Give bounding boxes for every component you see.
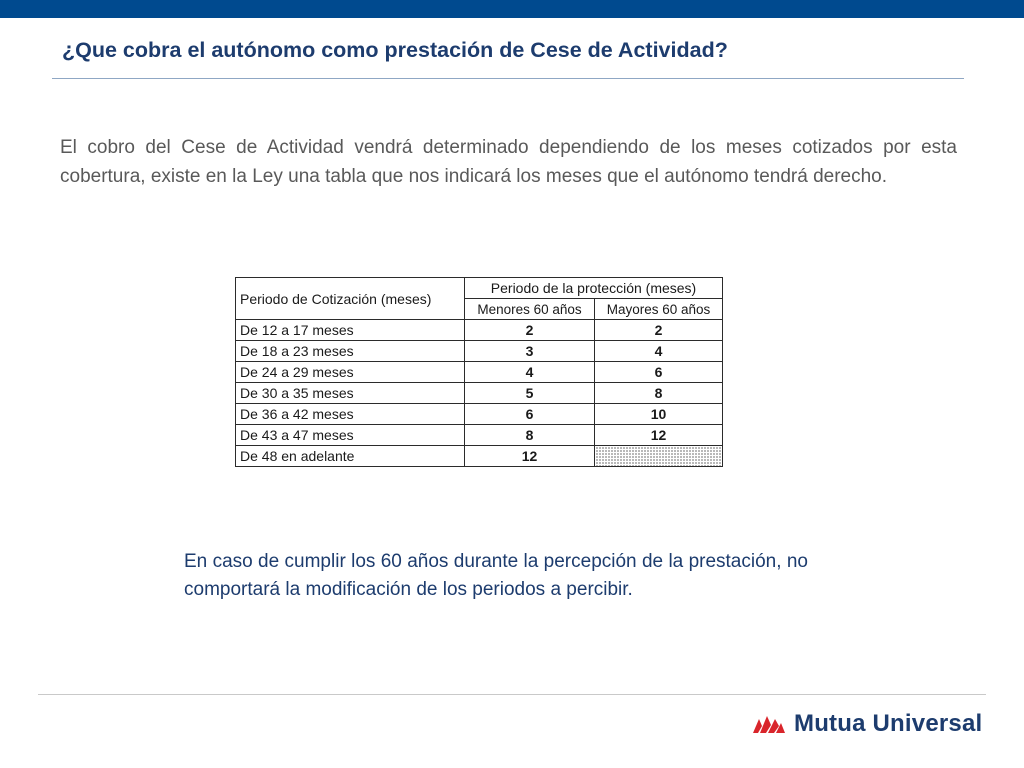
cell-menores: 6 <box>465 404 595 425</box>
cell-periodo: De 36 a 42 meses <box>236 404 465 425</box>
cell-menores: 8 <box>465 425 595 446</box>
cell-mayores: 10 <box>595 404 723 425</box>
cell-mayores: 12 <box>595 425 723 446</box>
intro-paragraph: El cobro del Cese de Actividad vendrá determinado dependiendo de los meses cotizados por esta cobertura, existe en la Ley una tabla que nos indicará los meses que el autónomo tendrá derecho. <box>60 137 957 187</box>
cell-periodo: De 24 a 29 meses <box>236 362 465 383</box>
cell-periodo: De 12 a 17 meses <box>236 320 465 341</box>
cell-mayores: 2 <box>595 320 723 341</box>
footer-divider <box>38 694 986 695</box>
cell-mayores: 8 <box>595 383 723 404</box>
cell-periodo: De 48 en adelante <box>236 446 465 467</box>
cell-periodo: De 18 a 23 meses <box>236 341 465 362</box>
header-mayores: Mayores 60 años <box>595 299 723 320</box>
table-header-row <box>236 278 723 299</box>
protection-table <box>235 277 723 467</box>
cell-mayores: 6 <box>595 362 723 383</box>
cell-menores: 3 <box>465 341 595 362</box>
cell-menores: 12 <box>465 446 595 467</box>
table-row <box>236 320 723 341</box>
note-paragraph: En caso de cumplir los 60 años durante la percepción de la prestación, no comportará la modificación de los periodos a percibir. <box>184 551 808 600</box>
cell-periodo: De 43 a 47 meses <box>236 425 465 446</box>
table-row <box>236 425 723 446</box>
cell-menores: 2 <box>465 320 595 341</box>
table-row <box>236 362 723 383</box>
cell-mayores: 4 <box>595 341 723 362</box>
cell-periodo: De 30 a 35 meses <box>236 383 465 404</box>
table-row <box>236 341 723 362</box>
cell-mayores-not-applicable <box>595 446 723 467</box>
header-cotizacion: Periodo de Cotización (meses) <box>236 278 465 320</box>
brand-logo <box>752 710 982 738</box>
cell-menores: 4 <box>465 362 595 383</box>
slide-title: ¿Que cobra el autónomo como prestación de Cese de Actividad? <box>62 38 728 62</box>
cell-menores: 5 <box>465 383 595 404</box>
mutua-universal-logo-icon <box>752 713 786 735</box>
protection-table-container <box>235 277 723 467</box>
header-proteccion: Periodo de la protección (meses) <box>465 278 723 299</box>
table-row <box>236 446 723 467</box>
table-row <box>236 383 723 404</box>
title-divider <box>52 78 964 79</box>
brand-name: Mutua Universal <box>794 710 983 737</box>
table-row <box>236 404 723 425</box>
header-menores: Menores 60 años <box>465 299 595 320</box>
top-bar <box>0 0 1024 18</box>
